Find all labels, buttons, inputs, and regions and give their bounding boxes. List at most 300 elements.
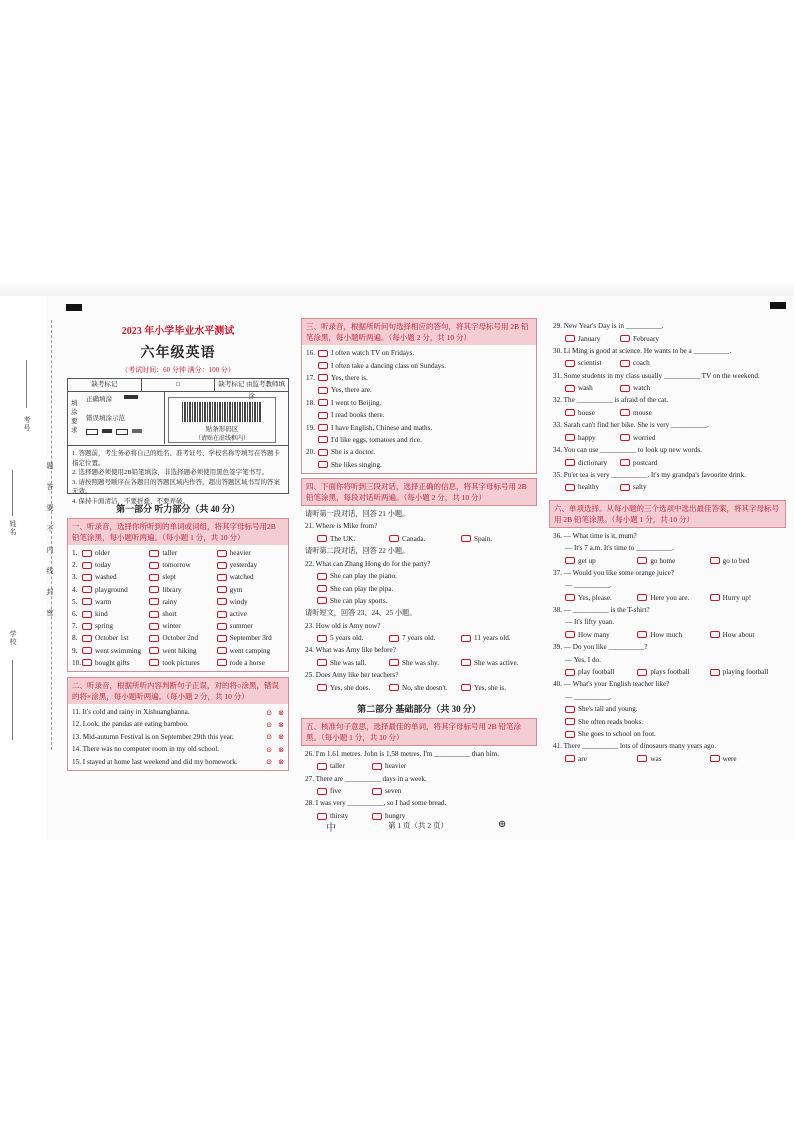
q24-options [305,657,533,669]
section-2-title: 二、听录音，根据所听内容判断句子正误，对的将○涂黑，错误的将×涂黑，每小题听两遍。（每小题 2 分，共 10 分） [68,678,288,704]
option-text: active [229,610,247,619]
option-text: winter [162,622,181,631]
true-bubble-icon[interactable]: ⊙ [265,733,272,742]
question-number: 9. [72,646,78,655]
question-row [72,608,284,620]
q1-option-c[interactable] [217,549,284,557]
answer-bubble-icon[interactable] [217,647,227,654]
q31-option-b[interactable] [620,384,675,392]
answer-bubble-icon[interactable] [318,412,328,419]
q6-option-b[interactable] [149,610,216,618]
section-5-body [301,746,537,824]
answer-bubble-icon[interactable] [461,684,471,691]
q5-option-c[interactable] [217,598,284,606]
section-4-body [301,506,537,696]
q37-option-c[interactable] [710,594,782,602]
judge-bubbles [266,708,284,717]
binding-label-exam-no: 考号 [23,416,31,432]
answer-bubble-icon[interactable] [149,562,159,569]
answer-bubble-icon[interactable] [149,611,159,618]
q22-option-b[interactable] [317,585,533,593]
answer-bubble-icon[interactable] [372,813,382,820]
question-26: 26. I'm 1.61 metres. John is 1.58 metres. I'm __________ than him. [305,749,500,758]
q35-option-a[interactable] [565,483,620,491]
answer-bubble-icon[interactable] [217,550,227,557]
answer-bubble-icon[interactable] [318,461,328,468]
answer-bubble-icon[interactable] [389,659,399,666]
answer-bubble-icon[interactable] [217,623,227,630]
q23-option-c[interactable] [461,634,533,642]
answer-bubble-icon[interactable] [149,623,159,630]
answer-bubble-icon[interactable] [217,562,227,569]
judge-statement: 12. Look, the pandas are eating bamboo. [72,720,189,729]
question-number: 6. [72,610,78,619]
q6-option-a[interactable] [82,610,149,618]
answer-bubble-icon[interactable] [565,631,575,638]
q10-option-b[interactable] [149,659,216,667]
binding-warning: 题答要不内线封密 [46,462,54,630]
q39-options [553,666,782,678]
answer-bubble-icon[interactable] [149,574,159,581]
option-text: She can play sports. [330,596,388,605]
q8-option-c[interactable] [217,634,284,642]
q18-option-b[interactable] [318,411,532,419]
answer-bubble-icon[interactable] [565,459,575,466]
true-bubble-icon[interactable]: ⊙ [265,758,272,767]
answer-bubble-icon[interactable] [565,409,575,416]
q24-option-b[interactable] [389,659,461,667]
answer-bubble-icon[interactable] [149,635,159,642]
registration-mark-left: 中 [326,823,336,834]
option-text: She likes singing. [331,460,382,469]
question-25: 25. Does Amy like her teachers? [305,671,399,680]
answer-bubble-icon[interactable] [317,585,327,592]
q25-option-c[interactable] [461,684,533,692]
barcode-area [168,397,276,443]
false-bubble-icon[interactable]: ⊗ [277,733,284,742]
question-23: 23. How old is Amy now? [305,621,381,630]
q36-option-c[interactable] [710,557,782,565]
correct-fill-example [124,395,138,399]
q38-option-b[interactable] [637,631,709,639]
answer-bubble-icon[interactable] [149,586,159,593]
judge-row [72,755,284,767]
q21-option-c[interactable] [461,535,533,543]
fill-requirement-label: 填涂要求 [71,400,78,434]
option-text: was [650,754,662,763]
q1-option-b[interactable] [149,549,216,557]
q36-options [553,554,782,566]
judge-bubbles [266,745,284,754]
q7-option-a[interactable] [82,622,149,630]
q36-option-a[interactable] [565,557,637,565]
q25-option-a[interactable] [317,684,389,692]
q22-options [305,570,533,607]
q30-option-a[interactable] [565,359,620,367]
section-6-title: 六、单项选择。从每小题的三个选项中选出最佳答案，将其字母标号用 2B 铅笔涂黑。（每小题 1 分，共 10 分） [550,501,785,527]
option-text: seven [385,787,402,796]
option-text: thirsty [330,812,349,821]
option-text: February [633,334,659,343]
option-text: rainy [162,597,178,606]
option-text: I read books there. [331,411,385,420]
q22-option-a[interactable] [317,572,533,580]
answer-bubble-icon[interactable] [637,755,647,762]
q2-option-a[interactable] [82,561,149,569]
q8-option-b[interactable] [149,634,216,642]
answer-bubble-icon[interactable] [82,659,92,666]
q24-option-c[interactable] [461,659,533,667]
q38-option-c[interactable] [710,631,782,639]
q2-option-b[interactable] [149,561,216,569]
answer-bubble-icon[interactable] [637,594,647,601]
q33-option-b[interactable] [620,434,675,442]
answer-bubble-icon[interactable] [620,434,630,441]
answer-bubble-icon[interactable] [82,586,92,593]
q17-option-b[interactable] [318,386,532,394]
answer-bubble-icon[interactable] [565,669,575,676]
q23-option-b[interactable] [389,634,461,642]
answer-bubble-icon[interactable] [565,731,575,738]
q40-option-c[interactable] [565,730,782,738]
q32-option-a[interactable] [565,409,620,417]
answer-bubble-icon[interactable] [317,597,327,604]
question-number: 5. [72,597,78,606]
answer-bubble-icon[interactable] [317,763,327,770]
question-row [72,657,284,669]
q10-option-a[interactable] [82,659,149,667]
answer-bubble-icon[interactable] [317,659,327,666]
answer-bubble-icon[interactable] [217,574,227,581]
q7-option-c[interactable] [217,622,284,630]
option-text: house [578,408,595,417]
option-text: Spain. [474,534,493,543]
option-text: mouse [633,408,652,417]
answer-bubble-icon[interactable] [82,647,92,654]
q35-option-b[interactable] [620,483,675,491]
answer-bubble-icon[interactable] [710,755,720,762]
q24-option-a[interactable] [317,659,389,667]
answer-bubble-icon[interactable] [82,550,92,557]
q37-option-b[interactable] [637,594,709,602]
option-text: library [162,585,182,594]
q29-option-a[interactable] [565,335,620,343]
exam-subject-title: 六年级英语 [140,346,216,361]
answer-bubble-icon[interactable] [565,718,575,725]
answer-bubble-icon[interactable] [389,635,399,642]
answer-bubble-icon[interactable] [461,635,471,642]
q28-option-b[interactable] [372,812,427,820]
q39-option-c[interactable] [710,668,782,676]
q4-option-a[interactable] [82,586,149,594]
judge-row [72,706,284,718]
barcode-label: 贴条形码区 [205,426,239,433]
false-bubble-icon[interactable]: ⊗ [277,708,284,717]
q17-option-a[interactable] [318,374,532,382]
absence-mark-box[interactable]: □ [142,379,216,391]
q29-options [553,332,782,344]
question-number: 2. [72,561,78,570]
option-text: five [330,787,342,796]
q22-option-c[interactable] [317,597,533,605]
q25-option-b[interactable] [389,684,461,692]
option-text: watched [229,573,254,582]
answer-bubble-icon[interactable] [82,635,92,642]
question-number: 19. [306,423,315,432]
q30-option-b[interactable] [620,359,675,367]
rule-2: 2. 选择题必须使用2B铅笔填涂，非选择题必须使用黑色签字笔书写。 [72,469,269,476]
option-text: How much [650,630,683,639]
answer-bubble-icon[interactable] [565,594,575,601]
answer-bubble-icon[interactable] [317,788,327,795]
answer-bubble-icon[interactable] [82,623,92,630]
q37-option-a[interactable] [565,594,637,602]
false-bubble-icon[interactable]: ⊗ [277,758,284,767]
option-text: were [722,754,737,763]
q18-option-a[interactable] [318,399,532,407]
answer-bubble-icon[interactable] [389,684,399,691]
option-text: Hurry up! [722,593,752,602]
q40-options [553,703,782,740]
q26-option-b[interactable] [372,762,427,770]
q21-option-a[interactable] [317,535,389,543]
answer-bubble-icon[interactable] [565,706,575,713]
question-36: 36. — What time is it, mum? [553,531,637,540]
judge-row [72,731,284,743]
exam-rules [68,445,288,509]
absence-mark-label: 缺考标记 [68,379,142,391]
answer-bubble-icon[interactable] [318,387,328,394]
answer-bubble-icon[interactable] [461,535,471,542]
option-text: No, she doesn't. [402,683,448,692]
q31-option-a[interactable] [565,384,620,392]
question-20-line-b [306,459,532,471]
answer-bubble-icon[interactable] [149,647,159,654]
answer-bubble-icon[interactable] [149,598,159,605]
q30-options [553,357,782,369]
q39-option-b[interactable] [637,668,709,676]
q21-option-b[interactable] [389,535,461,543]
q4-option-b[interactable] [149,586,216,594]
q3-option-c[interactable] [217,573,284,581]
answer-bubble-icon[interactable] [565,484,575,491]
answer-bubble-icon[interactable] [317,573,327,580]
option-text: She was shy. [402,658,439,667]
q19-option-b[interactable] [318,436,532,444]
q16-option-a[interactable] [318,349,532,357]
question-number: 17. [306,373,315,382]
answer-bubble-icon[interactable] [710,669,720,676]
q2-option-c[interactable] [217,561,284,569]
q40-option-b[interactable] [565,718,782,726]
false-bubble-icon[interactable]: ⊗ [277,720,284,729]
answer-bubble-icon[interactable] [620,484,630,491]
registration-mark-right: ⊕ [498,819,507,830]
q23-option-a[interactable] [317,634,389,642]
option-text: hungry [385,812,406,821]
option-text: I often watch TV on Fridays. [331,349,415,358]
question-number: 18. [306,398,315,407]
option-text: heavier [229,549,251,558]
q33-option-a[interactable] [565,434,620,442]
true-bubble-icon[interactable]: ⊙ [265,720,272,729]
answer-bubble-icon[interactable] [217,659,227,666]
question-29: 29. New Year's Day is in __________. [553,322,664,330]
q7-option-b[interactable] [149,622,216,630]
answer-bubble-icon[interactable] [82,562,92,569]
answer-bubble-icon[interactable] [82,574,92,581]
answer-bubble-icon[interactable] [710,631,720,638]
q39-option-a[interactable] [565,668,637,676]
answer-bubble-icon[interactable] [318,350,328,357]
q21-options [305,533,533,545]
answer-bubble-icon[interactable] [372,763,382,770]
true-bubble-icon[interactable]: ⊙ [265,745,272,754]
option-text: Yes, there are. [331,386,372,395]
q4-option-c[interactable] [217,586,284,594]
q19-option-a[interactable] [318,424,532,432]
option-text: washed [95,573,117,582]
q5-option-a[interactable] [82,598,149,606]
answer-bubble-icon[interactable] [620,459,630,466]
question-38: 38. — __________ is the T-shirt? [553,605,650,614]
answer-bubble-icon[interactable] [149,550,159,557]
answer-bubble-icon[interactable] [318,374,328,381]
option-text: January [578,334,601,343]
answer-bubble-icon[interactable] [565,335,575,342]
question-number: 4. [72,585,78,594]
option-text: took pictures [162,658,200,667]
q41-option-b[interactable] [637,755,709,763]
q34-option-a[interactable] [565,459,620,467]
q9-option-a[interactable] [82,647,149,655]
false-bubble-icon[interactable]: ⊗ [277,745,284,754]
q38-option-a[interactable] [565,631,637,639]
answer-bubble-icon[interactable] [637,557,647,564]
answer-bubble-icon[interactable] [620,385,630,392]
true-bubble-icon[interactable]: ⊙ [265,708,272,717]
q41-option-c[interactable] [710,755,782,763]
answer-bubble-icon[interactable] [149,659,159,666]
answer-bubble-icon[interactable] [565,434,575,441]
option-text: yesterday [229,561,258,570]
q9-option-b[interactable] [149,647,216,655]
q26-option-a[interactable] [317,762,372,770]
q32-option-b[interactable] [620,409,675,417]
q34-option-b[interactable] [620,459,675,467]
q5-option-b[interactable] [149,598,216,606]
option-text: dictionary [578,458,608,467]
q6-option-c[interactable] [217,610,284,618]
q10-option-c[interactable] [217,659,284,667]
answer-bubble-icon[interactable] [217,598,227,605]
q3-option-b[interactable] [149,573,216,581]
answer-bubble-icon[interactable] [461,659,471,666]
option-text: How many [578,630,610,639]
option-text: She can play the piano. [330,572,397,581]
answer-bubble-icon[interactable] [318,424,328,431]
option-text: short [162,610,177,619]
q16-option-b[interactable] [318,362,532,370]
answer-bubble-icon[interactable] [620,409,630,416]
q1-option-a[interactable] [82,549,149,557]
q29-option-b[interactable] [620,335,675,343]
answer-bubble-icon[interactable] [565,385,575,392]
q40-option-a[interactable] [565,705,782,713]
option-text: She was active. [474,658,519,667]
answer-bubble-icon[interactable] [82,598,92,605]
q41-option-a[interactable] [565,755,637,763]
rule-1: 1. 答题前，考生务必将自己的姓名、准考证号、学校名称等填写在答题卡指定位置。 [72,450,280,467]
answer-bubble-icon[interactable] [565,755,575,762]
section-4-title: 四、下面你将听到三段对话，选择正确的信息，将其字母标号用 2B 铅笔涂黑，每段对话听两遍。（每小题 2 分，共 10 分） [302,479,536,505]
option-text: spring [95,622,113,631]
answer-bubble-icon[interactable] [317,535,327,542]
answer-bubble-icon[interactable] [318,436,328,443]
answer-bubble-icon[interactable] [372,788,382,795]
exam-info-box [67,378,289,505]
question-number: 10. [72,658,81,667]
question-39-line2: — Yes, I do. [565,655,601,664]
question-34: 34. You can use __________ to look up new words. [553,445,702,454]
option-text: October 1st [95,634,129,643]
answer-bubble-icon[interactable] [317,684,327,691]
column-3 [549,318,786,767]
q27-option-b[interactable] [372,787,427,795]
option-text: taller [162,549,178,558]
section-2-rows [68,704,288,770]
answer-bubble-icon[interactable] [710,594,720,601]
answer-bubble-icon[interactable] [217,635,227,642]
q3-option-a[interactable] [82,573,149,581]
judge-bubbles [266,720,284,729]
answer-bubble-icon[interactable] [217,586,227,593]
answer-bubble-icon[interactable] [318,449,328,456]
dialogue-1-intro: 请听第一段对话，回答 21 小题。 [305,509,410,518]
question-22: 22. What can Zhang Hong do for the party? [305,559,431,568]
wrong-fill-examples [86,429,142,435]
q36-option-b[interactable] [637,557,709,565]
option-text: Yes, please. [578,593,612,602]
option-text: Canada. [402,534,426,543]
q8-option-a[interactable] [82,634,149,642]
q34-options [553,456,782,468]
q9-option-c[interactable] [217,647,284,655]
answer-bubble-icon[interactable] [565,557,575,564]
answer-bubble-icon[interactable] [318,362,328,369]
answer-bubble-icon[interactable] [637,631,647,638]
section-4 [301,478,537,506]
answer-bubble-icon[interactable] [637,669,647,676]
question-row [72,596,284,608]
judge-statement: 14. There was no computer room in my old school. [72,745,219,754]
answer-bubble-icon[interactable] [620,335,630,342]
q20-option-a[interactable] [318,448,532,456]
answer-bubble-icon[interactable] [620,360,630,367]
option-text: heavier [385,762,407,771]
binding-label-school: 学校 [9,630,17,646]
answer-bubble-icon[interactable] [389,535,399,542]
answer-bubble-icon[interactable] [318,399,328,406]
answer-bubble-icon[interactable] [317,635,327,642]
question-33: 33. Sarah can't find her bike. She is very __________. [553,421,709,430]
q20-option-b[interactable] [318,461,532,469]
answer-bubble-icon[interactable] [217,611,227,618]
answer-bubble-icon[interactable] [565,360,575,367]
answer-bubble-icon[interactable] [710,557,720,564]
answer-bubble-icon[interactable] [82,611,92,618]
q27-option-a[interactable] [317,787,372,795]
